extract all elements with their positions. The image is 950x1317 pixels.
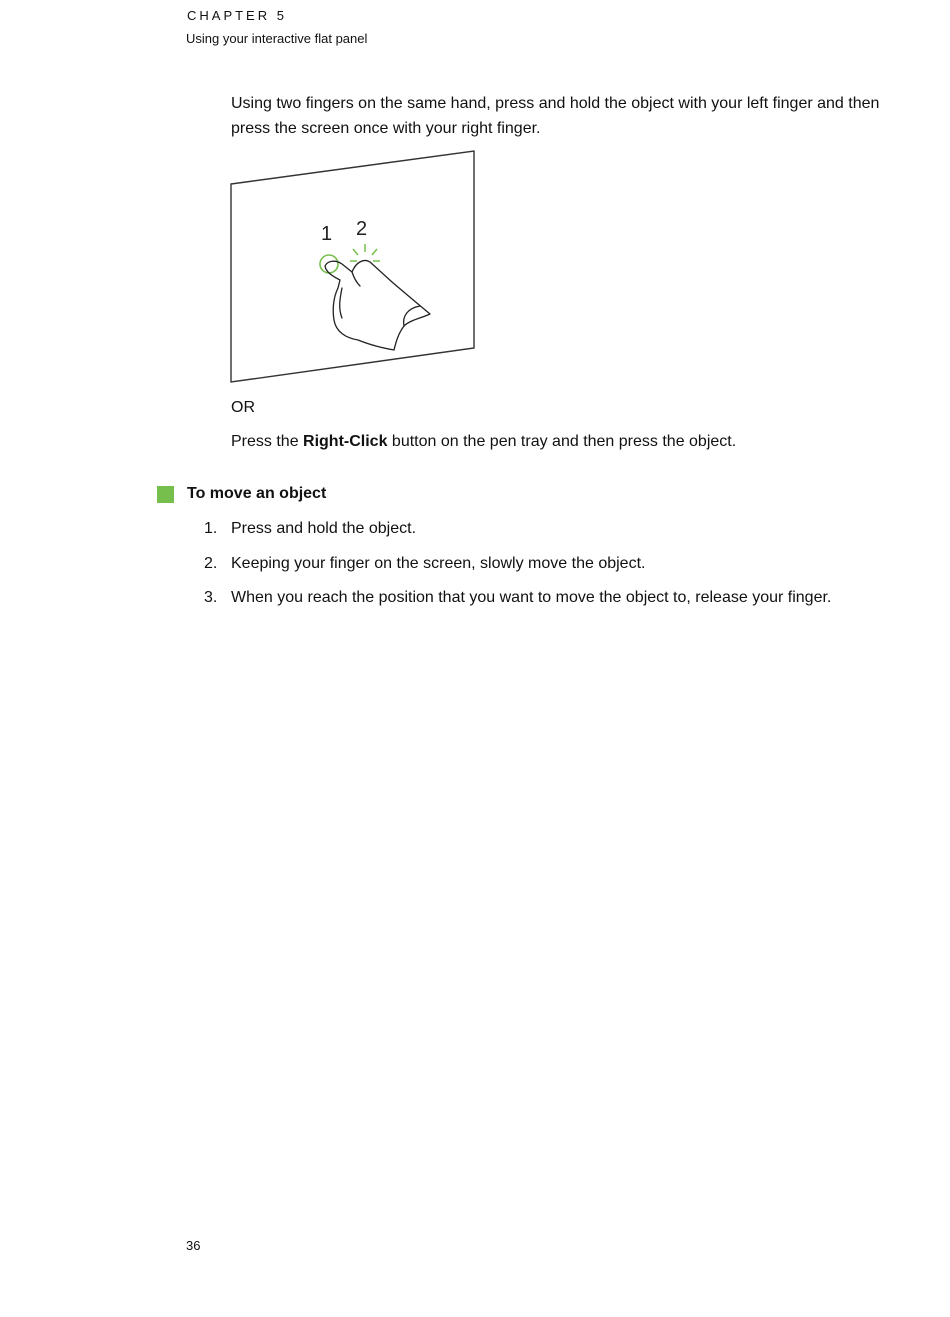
section-marker-icon xyxy=(157,486,174,503)
hold-circle-icon xyxy=(320,255,338,273)
list-item xyxy=(204,553,831,575)
right-click-term: Right-Click xyxy=(303,433,388,450)
screen-panel xyxy=(231,151,474,382)
page-number: 36 xyxy=(186,1238,201,1253)
step-text: Press and hold the object. xyxy=(231,520,417,537)
step-text: When you reach the position that you want to move the object to, release your finger. xyxy=(231,589,832,606)
press-suffix: button on the pen tray and then press the object. xyxy=(387,433,737,450)
chapter-heading: CHAPTER 5 xyxy=(187,8,287,23)
or-label: OR xyxy=(231,399,255,416)
press-prefix: Press the xyxy=(231,433,304,450)
section-title: To move an object xyxy=(187,485,327,502)
step-number: 1. xyxy=(204,520,218,537)
finger-label-1: 1 xyxy=(321,223,333,245)
steps-list xyxy=(204,518,831,622)
intro-paragraph: Using two fingers on the same hand, press and hold the object with your left finger and then press the screen once with your right finger. xyxy=(231,95,880,137)
finger-label-2: 2 xyxy=(356,218,368,240)
two-finger-right-click-illustration xyxy=(228,148,478,386)
list-item xyxy=(204,518,831,540)
section-heading xyxy=(157,485,326,503)
step-number: 2. xyxy=(204,554,218,572)
tap-burst-icon xyxy=(350,244,380,261)
right-click-paragraph xyxy=(231,429,736,454)
step-number: 3. xyxy=(204,589,218,606)
chapter-subtitle: Using your interactive flat panel xyxy=(186,31,368,46)
list-item xyxy=(204,587,831,609)
hand-icon xyxy=(325,260,430,350)
step-text: Keeping your finger on the screen, slowly move the object. xyxy=(231,554,646,572)
